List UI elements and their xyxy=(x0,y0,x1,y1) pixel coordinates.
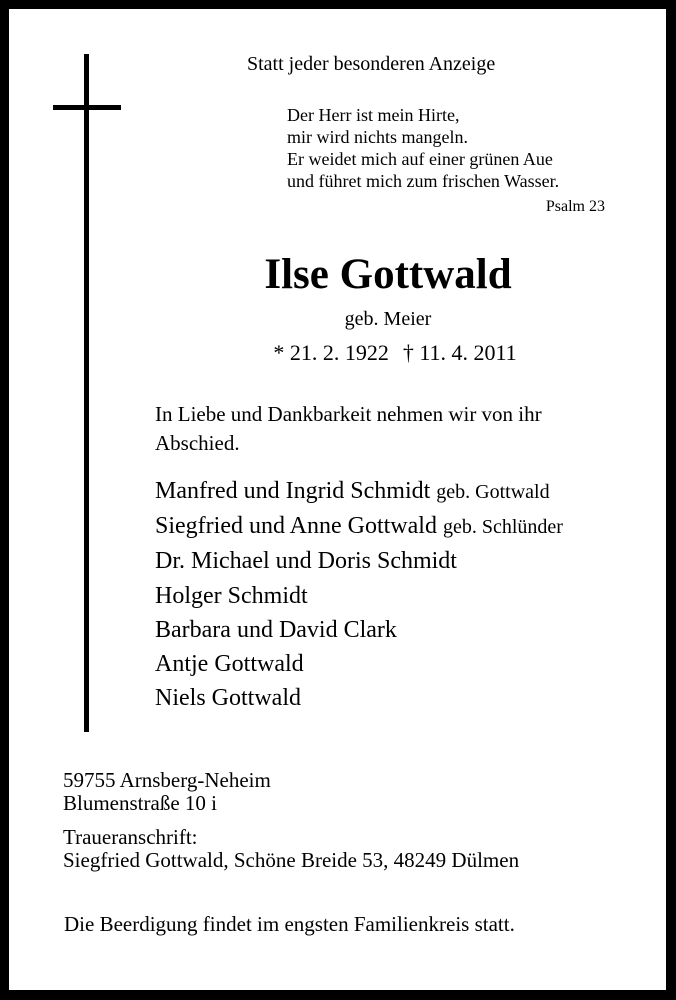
family-member xyxy=(155,613,563,647)
funeral-note: Die Beerdigung findet im engsten Familienkreis statt. xyxy=(64,912,515,936)
family-member-note: geb. Gottwald xyxy=(436,481,550,503)
cross-icon-crossbar xyxy=(53,105,121,110)
psalm-line: Der Herr ist mein Hirte, xyxy=(287,105,460,125)
family-member xyxy=(155,474,563,509)
mourning-address xyxy=(63,826,519,872)
notice-header: Statt jeder besonderen Anzeige xyxy=(247,53,496,75)
address-city: 59755 Arnsberg-Neheim xyxy=(63,768,271,792)
psalm-line: Er weidet mich auf einer grünen Aue xyxy=(287,149,553,169)
family-member xyxy=(155,579,563,613)
family-member xyxy=(155,544,563,578)
family-member-name: Barbara und David Clark xyxy=(155,616,397,643)
home-address xyxy=(63,769,271,815)
cross-icon xyxy=(84,54,89,732)
deceased-name: Ilse Gottwald xyxy=(264,251,512,298)
psalm-line: und führet mich zum frischen Wasser. xyxy=(287,171,560,191)
farewell-text: In Liebe und Dankbarkeit nehmen wir von ihr Abschied. xyxy=(155,402,542,455)
family-member-name: Dr. Michael und Doris Schmidt xyxy=(155,548,457,575)
family-member xyxy=(155,647,563,681)
family-member-name: Manfred und Ingrid Schmidt xyxy=(155,478,431,504)
birth-date: * 21. 2. 1922 xyxy=(273,340,389,365)
psalm-quote xyxy=(287,104,559,192)
family-list xyxy=(155,474,563,715)
maiden-name: geb. Meier xyxy=(344,308,432,330)
family-member-name: Niels Gottwald xyxy=(155,685,301,712)
family-member-note: geb. Schlünder xyxy=(442,516,563,539)
family-member xyxy=(155,681,563,715)
family-member-name: Holger Schmidt xyxy=(155,582,308,609)
family-member-name: Antje Gottwald xyxy=(155,651,304,678)
family-member-name: Siegfried und Anne Gottwald xyxy=(155,513,437,540)
mourning-address-value: Siegfried Gottwald, Schöne Breide 53, 48249 Dülmen xyxy=(63,848,520,872)
mourning-address-label: Traueranschrift: xyxy=(63,825,198,849)
life-dates xyxy=(0,342,676,364)
psalm-line: mir wird nichts mangeln. xyxy=(287,127,468,147)
family-member xyxy=(155,509,563,544)
psalm-reference: Psalm 23 xyxy=(545,198,605,215)
death-date: † 11. 4. 2011 xyxy=(402,340,517,365)
address-street: Blumenstraße 10 i xyxy=(63,791,217,815)
